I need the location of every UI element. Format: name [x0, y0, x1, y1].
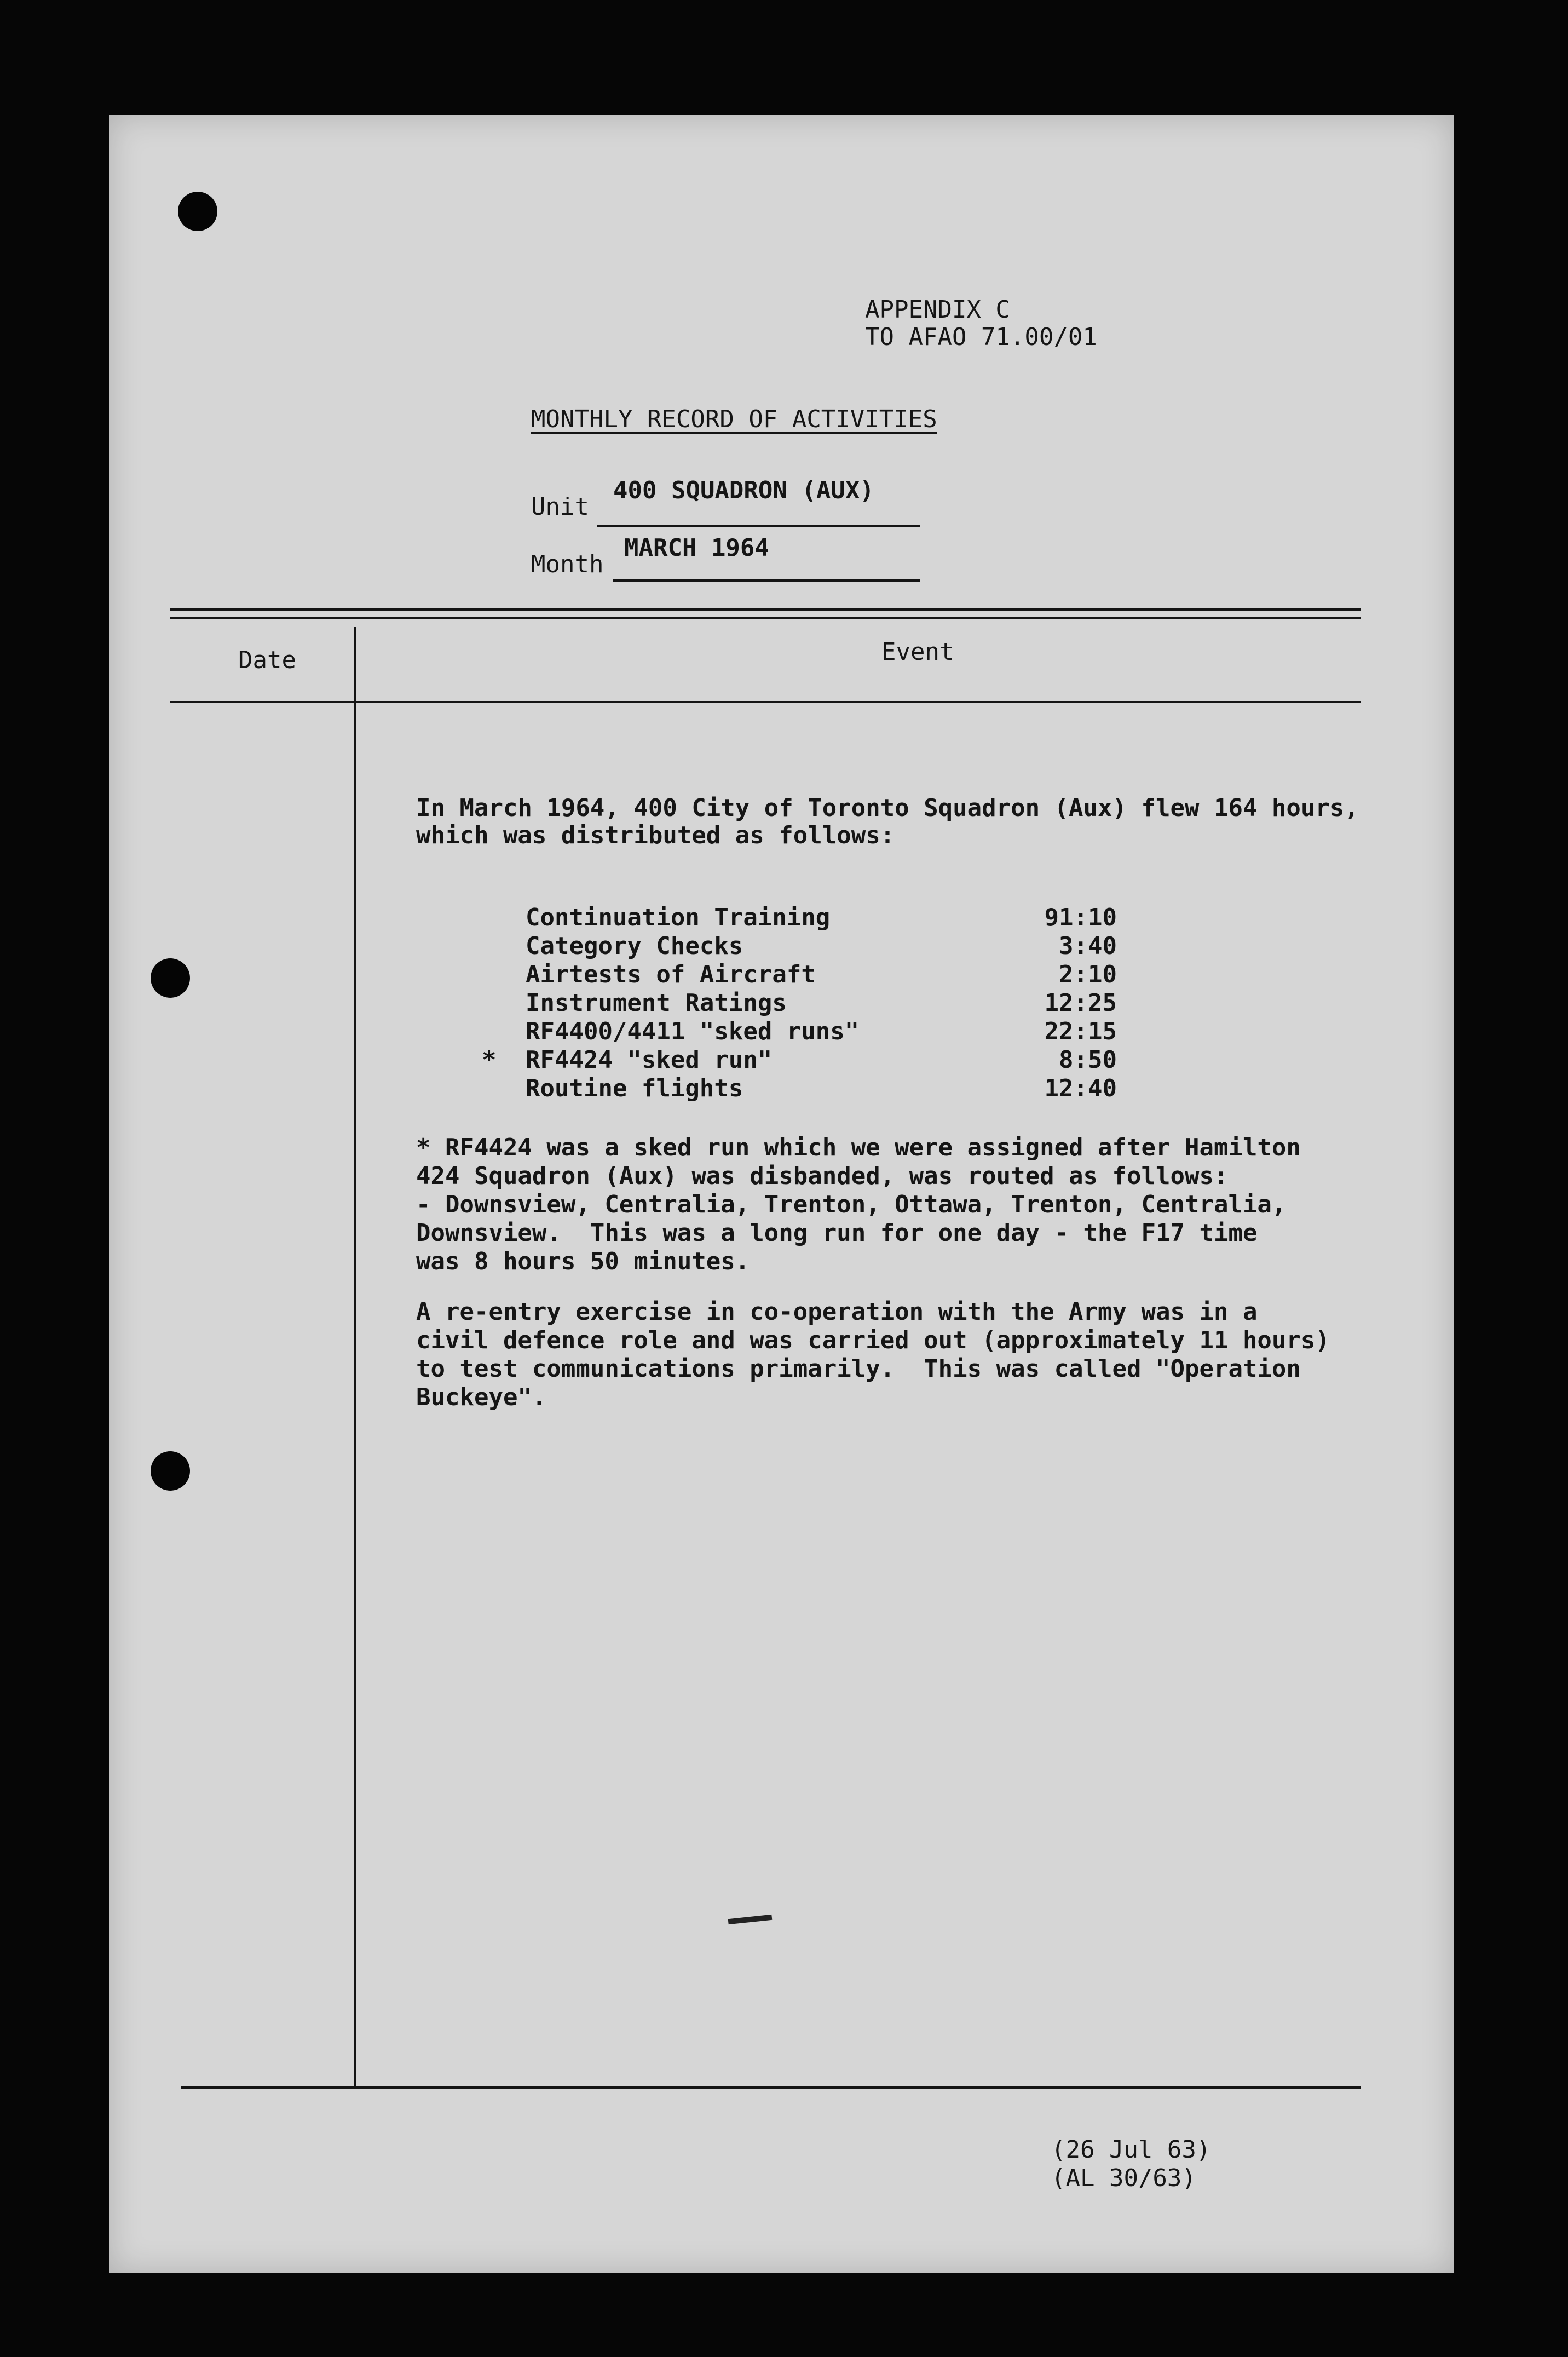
hours-value: 3:40 — [1059, 932, 1117, 960]
form-title: MONTHLY RECORD OF ACTIVITIES — [531, 405, 937, 433]
footnote-line: Downsview. This was a long run for one day - the F17 time — [416, 1219, 1258, 1247]
stray-ink-mark — [728, 1915, 773, 1924]
punch-hole-top — [178, 192, 217, 231]
appendix-label: APPENDIX C — [865, 296, 1010, 324]
appendix-reference: TO AFAO 71.00/01 — [865, 323, 1097, 351]
month-value: MARCH 1964 — [624, 534, 769, 562]
hours-value: 8:50 — [1059, 1046, 1117, 1074]
hours-label: Routine flights — [526, 1074, 743, 1102]
hours-label: RF4424 "sked run" — [526, 1046, 773, 1074]
hours-value: 12:25 — [1044, 989, 1117, 1017]
month-underline — [613, 579, 920, 582]
hours-label: Category Checks — [526, 932, 743, 960]
hours-value: 22:15 — [1044, 1017, 1117, 1045]
hours-value: 91:10 — [1044, 904, 1117, 932]
table-bottom-rule — [181, 2086, 1361, 2089]
column-header-date: Date — [238, 646, 296, 674]
punch-hole-middle — [151, 958, 190, 998]
hours-marker: * — [482, 1046, 497, 1074]
table-header-rule — [170, 701, 1361, 703]
hours-label: Continuation Training — [526, 904, 831, 932]
exercise-line: civil defence role and was carried out (approximately 11 hours) — [416, 1326, 1330, 1354]
footer-amendment: (AL 30/63) — [1051, 2164, 1196, 2192]
table-top-rule-2 — [170, 617, 1361, 619]
column-header-event: Event — [881, 638, 954, 666]
exercise-line: Buckeye". — [416, 1383, 547, 1411]
document-page — [109, 115, 1454, 2273]
exercise-line: A re-entry exercise in co-operation with the Army was in a — [416, 1298, 1258, 1326]
hours-value: 2:10 — [1059, 961, 1117, 988]
footnote-line: 424 Squadron (Aux) was disbanded, was routed as follows: — [416, 1162, 1229, 1190]
footnote-line: was 8 hours 50 minutes. — [416, 1248, 750, 1275]
footnote-line: - Downsview, Centralia, Trenton, Ottawa, Trenton, Centralia, — [416, 1191, 1287, 1218]
unit-underline — [597, 525, 920, 527]
unit-label: Unit — [531, 493, 589, 521]
punch-hole-lower — [151, 1451, 190, 1491]
footnote-line: * RF4424 was a sked run which we were assigned after Hamilton — [416, 1134, 1301, 1162]
column-divider — [354, 627, 356, 2086]
hours-label: Instrument Ratings — [526, 989, 787, 1017]
table-top-rule-1 — [170, 608, 1361, 611]
intro-line-2: which was distributed as follows: — [416, 821, 895, 849]
exercise-line: to test communications primarily. This was called "Operation — [416, 1355, 1301, 1383]
hours-value: 12:40 — [1044, 1074, 1117, 1102]
intro-line-1: In March 1964, 400 City of Toronto Squadron (Aux) flew 164 hours, — [416, 794, 1359, 822]
hours-label: Airtests of Aircraft — [526, 961, 816, 988]
unit-value: 400 SQUADRON (AUX) — [613, 476, 874, 504]
footer-date: (26 Jul 63) — [1051, 2136, 1211, 2164]
month-label: Month — [531, 550, 604, 578]
hours-label: RF4400/4411 "sked runs" — [526, 1017, 860, 1045]
